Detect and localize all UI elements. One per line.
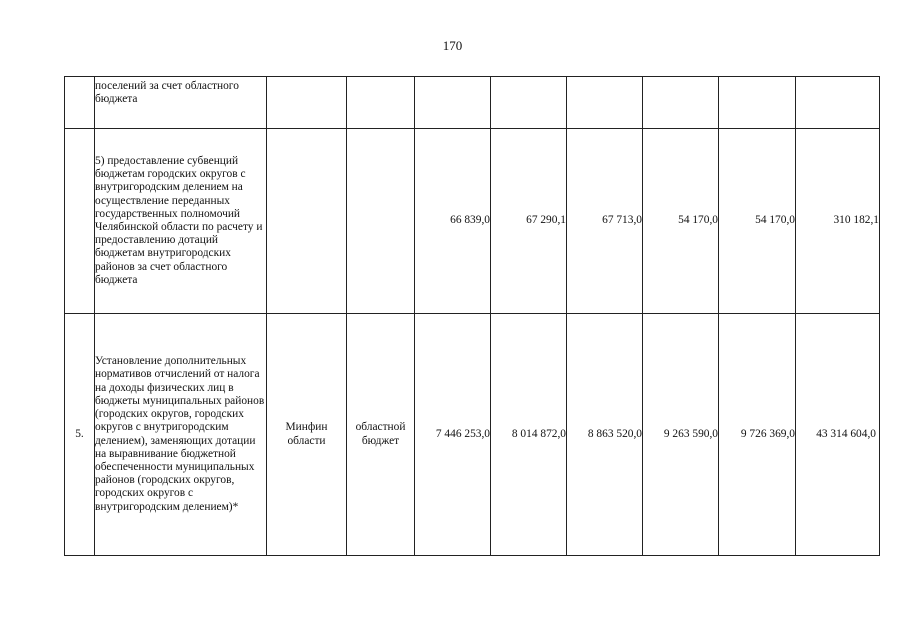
row-value-3: 67 713,0 [567,129,643,314]
row-number [65,129,95,314]
row-funding-source [347,77,415,129]
row-value-4 [643,77,719,129]
table-row [65,129,880,314]
row-number: 5. [65,314,95,556]
table-row [65,77,880,129]
row-value-2 [491,77,567,129]
row-value-total: 43 314 604,0 [796,314,880,556]
row-value-4: 9 263 590,0 [643,314,719,556]
budget-table [64,76,880,556]
row-description: поселений за счет областного бюджета [95,77,267,129]
row-executor: Минфин области [267,314,347,556]
row-value-5: 9 726 369,0 [719,314,796,556]
row-funding-source [347,129,415,314]
row-description: 5) предоставление субвенций бюджетам городских округов с внутригородским делением на осуществление переданных государственных полномочий Челябинской области по расчету и предоставлению дотаций бюджетам внутригородских районов за счет областного бюджета [95,129,267,314]
row-value-2: 67 290,1 [491,129,567,314]
table-row [65,314,880,556]
row-value-1 [415,77,491,129]
row-funding-source: областной бюджет [347,314,415,556]
row-value-3: 8 863 520,0 [567,314,643,556]
row-value-total [796,77,880,129]
row-value-2: 8 014 872,0 [491,314,567,556]
row-value-3 [567,77,643,129]
row-number [65,77,95,129]
row-value-1: 7 446 253,0 [415,314,491,556]
row-value-1: 66 839,0 [415,129,491,314]
row-executor [267,129,347,314]
row-executor [267,77,347,129]
row-value-4: 54 170,0 [643,129,719,314]
row-description: Установление дополнительных нормативов отчислений от налога на доходы физических лиц в бюджеты муниципальных районов (городских округов, городских округов с внутригородским делением), заменяющих дотации на выравнивание бюджетной обеспеченности муниципальных районов (городских округов, городских округов с внутригородским делением)* [95,314,267,556]
row-value-5: 54 170,0 [719,129,796,314]
page-number: 170 [442,38,463,53]
row-value-total: 310 182,1 [796,129,880,314]
row-value-5 [719,77,796,129]
